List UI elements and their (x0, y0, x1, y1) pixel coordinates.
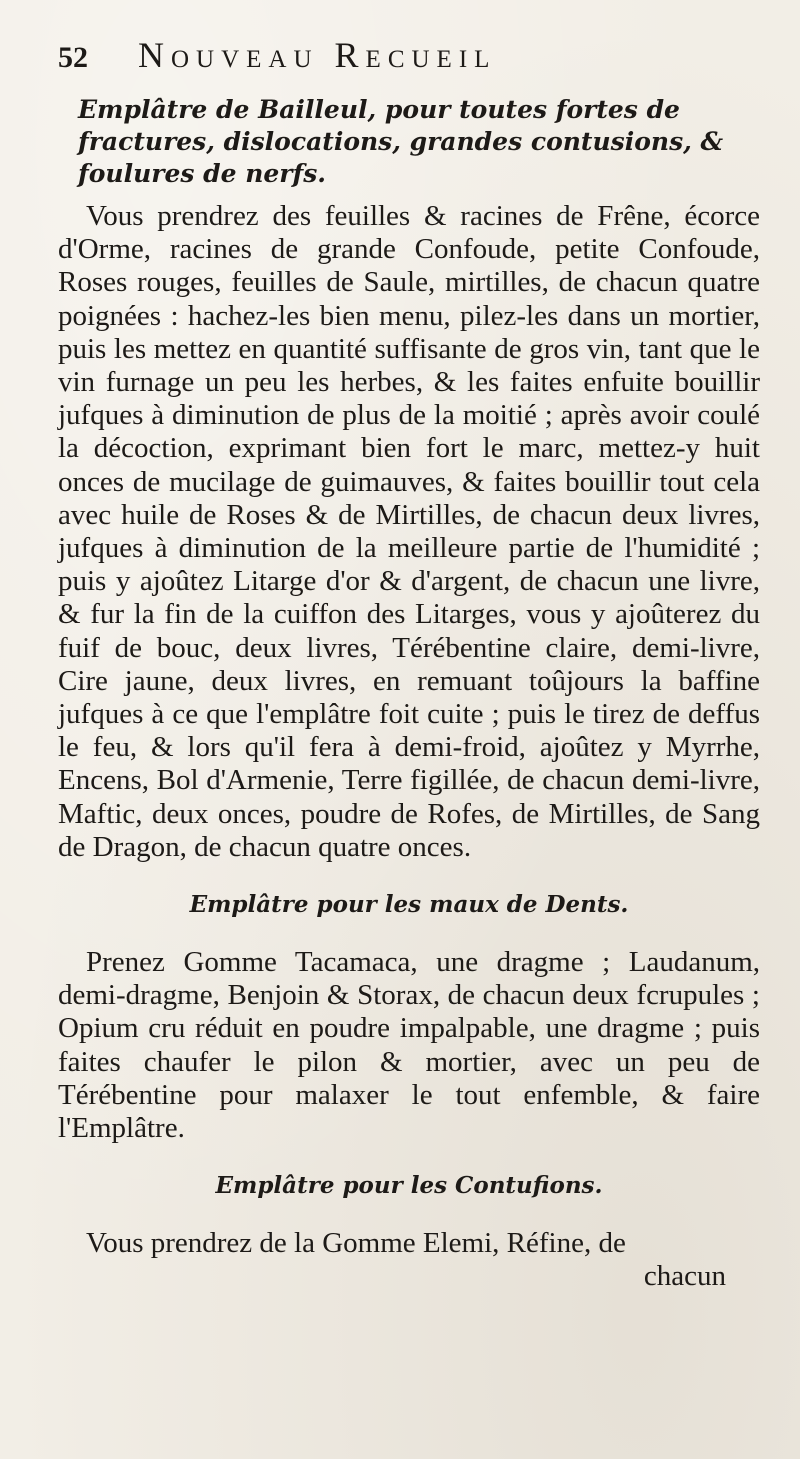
page-header (58, 34, 760, 90)
section-body: Vous prendrez de la Gomme Elemi, Réfine, de (86, 1227, 626, 1260)
section-title: Emplâtre de Bailleul, pour toutes fortes de fractures, dislocations, grandes contusions, & foulures de nerfs. (78, 95, 724, 188)
running-title: Nouveau Recueil (138, 35, 497, 75)
catchword: chacun (643, 1260, 726, 1293)
section-title: Emplâtre pour les Contufions. (215, 1172, 603, 1200)
section-body: Vous prendrez des feuilles & racines de Frêne, écorce d'Orme, racines de grande Confoude, petite Confoude, Roses rouges, feuilles de Saule, mirtilles, de chacun quatre poignées : hachez-les bien menu, pilez-les dans un mortier, puis les mettez en quantité suffisante de gros vin, tant que le vin furnage un peu les herbes, & les faites enfuite bouillir jufques à diminution de plus de la moitié ; après avoir coulé la décoction, exprimant bien fort le marc, mettez-y huit onces de mucilage de guimauves, & faites bouillir tout cela avec huile de Roses & de Mirtilles, de chacun deux livres, jufques à diminution de la meilleure partie de l'humidité ; puis y ajoûtez Litarge d'or & d'argent, de chacun une livre, & fur la fin de la cuiffon des Litarges, vous y ajoûterez du fuif de bouc, deux livres, Térébentine claire, demi-livre, Cire jaune, deux livres, en remuant toûjours la baffine jufques à ce que l'emplâtre foit cuite ; puis le tirez de deffus le feu, & lors qu'il fera à demi-froid, ajoûtez y Myrrhe, Encens, Bol d'Armenie, Terre figillée, de chacun demi-livre, Maftic, deux onces, poudre de Rofes, de Mirtilles, de Sang de Dragon, de chacun quatre onces. (58, 200, 760, 863)
section-title: Emplâtre pour les maux de Dents. (189, 891, 629, 919)
page-number: 52 (58, 41, 88, 74)
section-body: Prenez Gomme Tacamaca, une dragme ; Laudanum, demi-dragme, Benjoin & Storax, de chacun deux fcrupules ; Opium cru réduit en poudre impalpable, une dragme ; puis faites chaufer le pilon & mortier, avec un peu de Térébentine pour malaxer le tout enfemble, & faire l'Emplâtre. (58, 946, 760, 1145)
